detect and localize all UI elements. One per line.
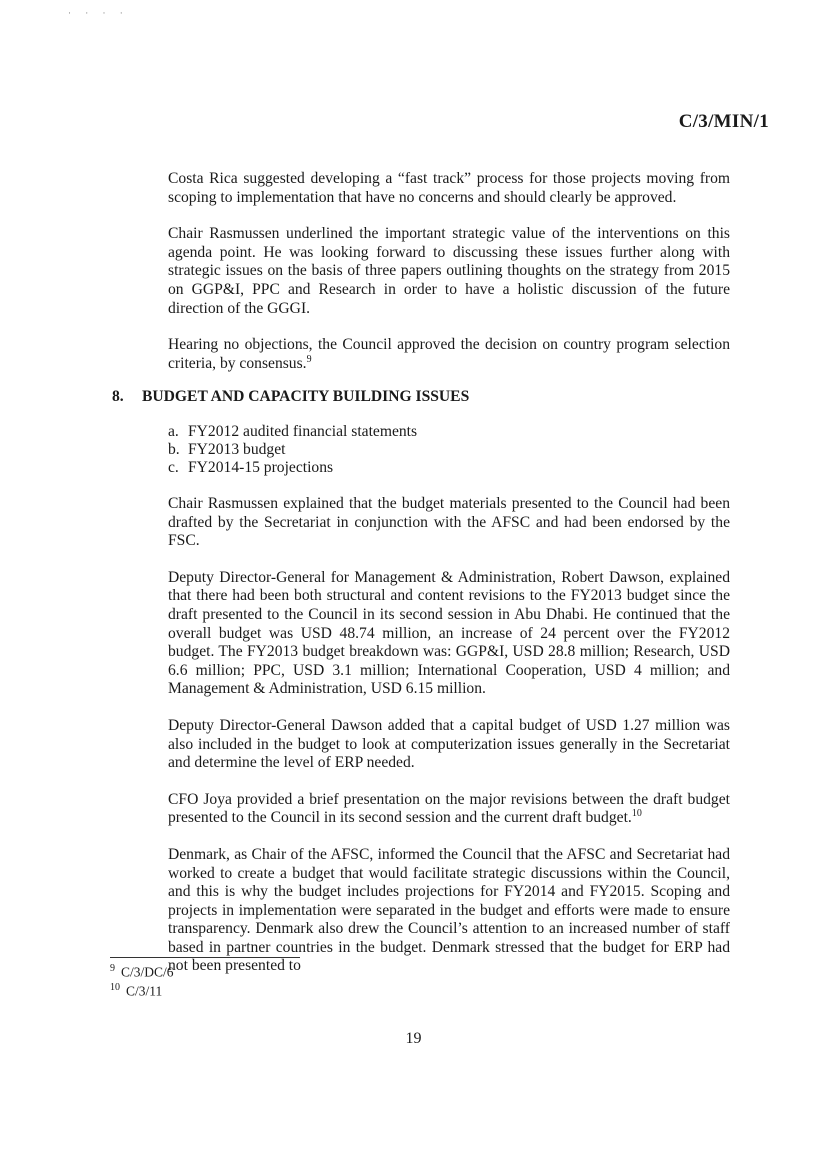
footnote-divider [110,957,300,958]
paragraph-approval [168,336,730,373]
approval-text: Hearing no objections, the Council approved the decision on country program selection criteria, by consensus. [168,336,730,372]
list-item: c. FY2014-15 projections [168,459,334,476]
paragraph-denmark: Denmark, as Chair of the AFSC, informed the Council that the AFSC and Secretariat had worked to create a budget that would facilitate strategic discussions within the Council, and this is why the budget includes projections for FY2014 and FY2015. Scoping and projects in implementation were separated in the budget and efforts were made to ensure transparency. Denmark also drew the Council’s attention to an increased number of staff based in partner countries in the budget. Denmark stressed that the budget for ERP had not been presented to [168,845,730,975]
paragraph-capital-budget: Deputy Director-General Dawson added that a capital budget of USD 1.27 million was also included in the budget to look at computerization issues generally in the Secretariat and determine the level of ERP needed. [168,716,730,772]
scan-specks: · · · · [68,8,129,18]
document-reference: C/3/MIN/1 [678,111,769,132]
page-number: 19 [405,1030,422,1047]
footnote-ref-10[interactable]: 10 [631,808,642,820]
body-lower [168,423,730,994]
footnote-9: $^9$ C/3/DC/6 [110,963,174,980]
paragraph-chair-strategy: Chair Rasmussen underlined the important strategic value of the interventions on this agenda point. He was looking forward to discussing these issues further along with strategic issues on the basis of three papers outlining thoughts on the strategy from 2015 on GGP&I, PPC and Research in order to have a holistic discussion of the future direction of the GGGI. [168,225,730,317]
section-number: 8. [112,388,124,405]
footnote-10: $^{10}$ C/3/11 [110,982,163,999]
paragraph-costa-rica: Costa Rica suggested developing a “fast track” process for those projects moving from scoping to implementation that have no concerns and should clearly be approved. [168,170,730,206]
footnote-ref-9[interactable]: 9 [306,353,312,365]
paragraph-dawson-budget: Deputy Director-General for Management & Administration, Robert Dawson, explained that there had been both structural and content revisions to the FY2013 budget since the draft presented to the Council in its second session in Abu Dhabi. He continued that the overall budget was USD 48.74 million, an increase of 24 percent over the FY2012 budget. The FY2013 budget breakdown was: GGP&I, USD 28.8 million; Research, USD 6.6 million; PPC, USD 3.1 million; International Cooperation, USD 4 million; and Management & Administration, USD 6.15 million. [168,568,730,698]
cfo-text: CFO Joya provided a brief presentation on the major revisions between the draft budget presented to the Council in its second session and the current draft budget. [168,790,730,827]
body-upper [168,170,730,391]
list-item: a. FY2012 audited financial statements [168,423,418,440]
section-title: BUDGET AND CAPACITY BUILDING ISSUES [142,388,470,405]
section-heading [112,388,469,406]
list-item: b. FY2013 budget [168,441,286,458]
paragraph-budget-materials: Chair Rasmussen explained that the budget materials presented to the Council had been drafted by the Secretariat in conjunction with the AFSC and had been endorsed by the FSC. [168,495,730,550]
section-item-list [168,423,730,477]
paragraph-cfo [168,791,730,828]
